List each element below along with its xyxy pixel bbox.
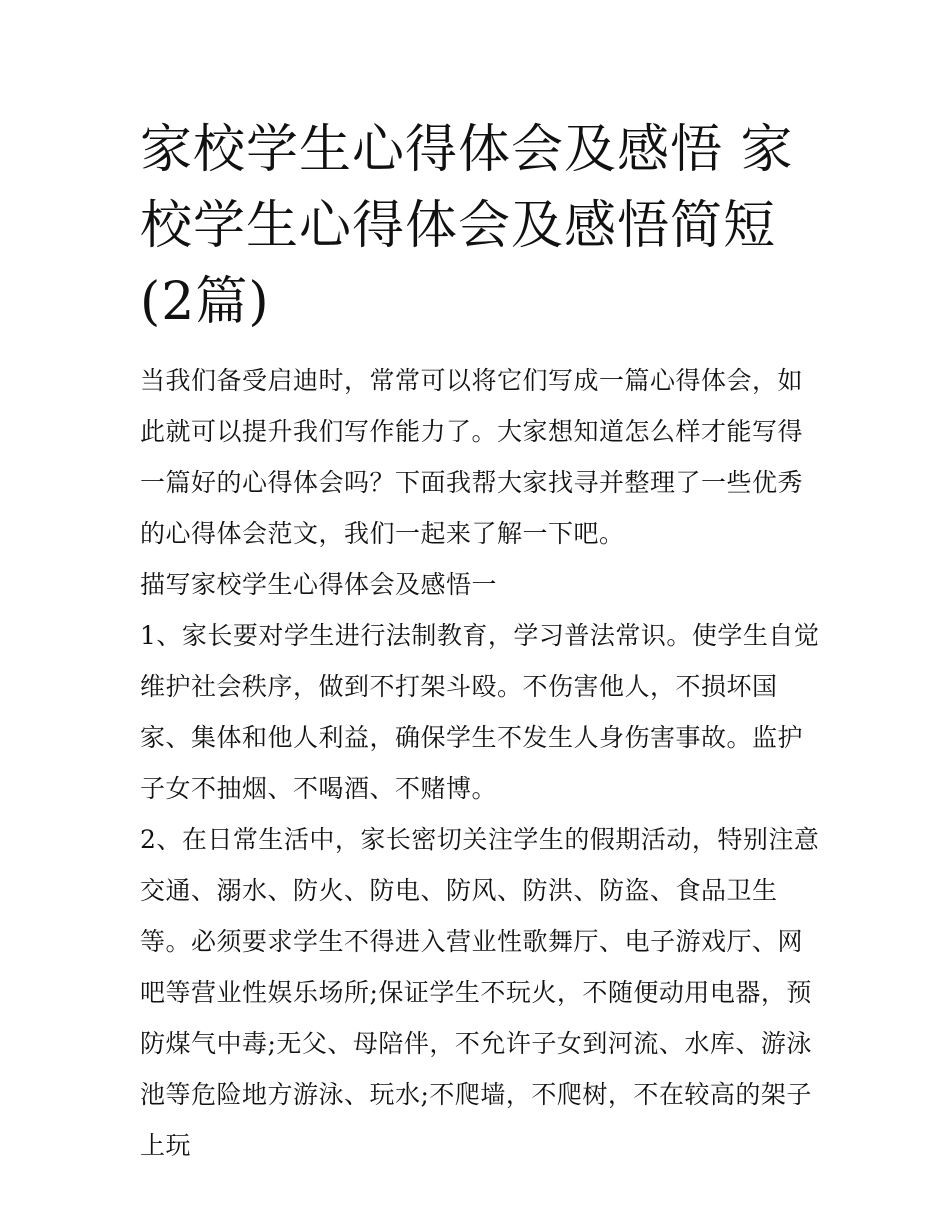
section-heading: 描写家校学生心得体会及感悟一 xyxy=(140,570,498,599)
intro-paragraph: 当我们备受启迪时，常常可以将它们写成一篇心得体会，如此就可以提升我们写作能力了。大家想知道怎么样才能写得一篇好的心得体会吗？下面我帮大家找寻并整理了一些优秀的心得体会范文，我们一起来了解一下吧。 xyxy=(140,366,804,548)
document-body xyxy=(140,355,820,1171)
document-title: 家校学生心得体会及感悟 家校学生心得体会及感悟简短(2篇) xyxy=(140,120,794,332)
list-item-2: 2、在日常生活中，家长密切关注学生的假期活动，特别注意交通、溺水、防火、防电、防风、防洪、防盗、食品卫生等。必须要求学生不得进入营业性歌舞厅、电子游戏厅、网吧等营业性娱乐场所;保证学生不玩火，不随便动用电器，预防煤气中毒;无父、母陪伴，不允许子女到河流、水库、游泳池等危险地方游泳、玩水;不爬墙，不爬树，不在较高的架子上玩 xyxy=(140,825,820,1160)
list-item-1: 1、家长要对学生进行法制教育，学习普法常识。使学生自觉维护社会秩序，做到不打架斗殴。不伤害他人，不损坏国家、集体和他人利益，确保学生不发生人身伤害事故。监护子女不抽烟、不喝酒、不赌博。 xyxy=(140,621,820,803)
